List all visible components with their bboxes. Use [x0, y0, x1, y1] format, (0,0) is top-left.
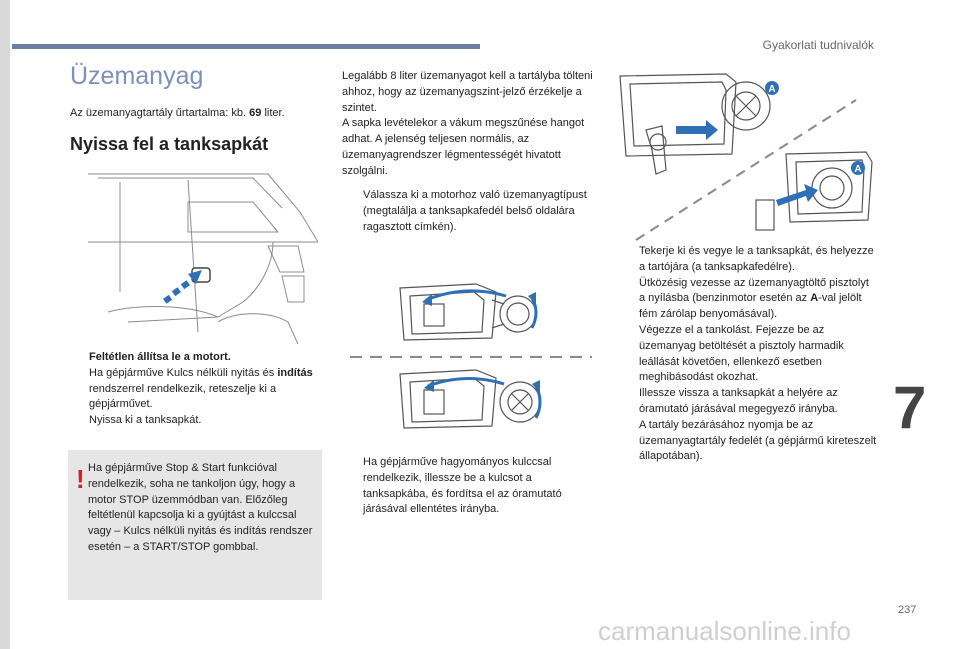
- header-bar: [12, 44, 480, 49]
- fuel-cap-open-illustration: [396, 278, 546, 344]
- page-edge-strip: [0, 0, 10, 649]
- label-a-top: A: [768, 84, 776, 95]
- subsection-title: Nyissa fel a tanksapkát: [70, 134, 269, 154]
- fuel-cap-key-illustration: [396, 364, 546, 434]
- list-item: Illessze vissza a tanksapkát a helyére az óramutató járásával megegyező irányba.: [639, 387, 838, 415]
- refuel-steps-list: [620, 244, 878, 465]
- exclamation-icon: !: [76, 464, 85, 494]
- chapter-title: Gyakorlati tudnivalók: [762, 38, 874, 52]
- dashed-divider: [350, 352, 592, 362]
- refuel-intro-text: Legalább 8 liter üzemanyagot kell a tartályba tölteni ahhoz, hogy az üzemanyagszint-jelző érzékelje a szintet. A sapka levételekor a vákum megszűnése hangot adhat. A jelenség teljesen normális, az üzemanyagrendszer légmentességét hivatott szolgálni.: [342, 70, 593, 177]
- label-a-bottom: A: [854, 164, 862, 175]
- list-item: Tekerje ki és vegye le a tanksapkát, és helyezze a tartójára (a tanksapkafedélre).: [639, 245, 874, 273]
- list-item: Nyissa ki a tanksapkát.: [89, 414, 202, 427]
- warning-box: [68, 450, 322, 600]
- page-title: Üzemanyag: [70, 62, 204, 90]
- fuel-type-step: [344, 188, 596, 235]
- page-number: 237: [898, 604, 917, 616]
- capacity-text: Az üzemanyagtartály űrtartalma: kb. 69 liter.: [70, 107, 285, 119]
- key-step: [344, 455, 596, 518]
- warning-text: Ha gépjárműve Stop & Start funkcióval rendelkezik, soha ne tankoljon úgy, hogy a motor STOP üzemmódban van. Előzőleg feltétlenül kapcsolja ki a gyújtást a kulccsal vagy – Kulcs nélküli nyitás és indítás rendszer esetén – a START/STOP gombbal.: [88, 462, 313, 553]
- chapter-number: 7: [893, 374, 927, 441]
- list-item: Ha gépjárműve hagyományos kulccsal rendelkezik, illessze be a kulcsot a tanksapkába, és fordítsa el az óramutató járásával ellentétes irányba.: [363, 456, 562, 516]
- list-item: Végezze el a tankolást. Fejezze be az üzemanyag betöltését a pisztoly harmadik leállását követően, ellenkező esetben meghibásodást okozhat.: [639, 323, 844, 384]
- fuel-nozzle-illustration: [606, 70, 880, 246]
- list-item: Ha gépjárműve Kulcs nélküli nyitás és indítás rendszerrel rendelkezik, reteszelje ki a gépjárművet.: [89, 366, 313, 411]
- list-item: Ütközésig vezesse az üzemanyagtöltő pisztolyt a nyílásba (benzinmotor esetén az A-val jelölt fém zárólap benyomásával).: [639, 276, 869, 321]
- list-item: Válassza ki a motorhoz való üzemanyagtípust (megtalálja a tanksapkafedél belső oldalára ragasztott címkén).: [363, 189, 587, 233]
- watermark: carmanualsonline.info: [598, 616, 851, 646]
- list-item: Feltétlen állítsa le a motort.: [89, 351, 231, 363]
- van-fuel-door-illustration: [68, 172, 322, 344]
- list-item: A tartály bezárásához nyomja be az üzemanyagtartály fedelét (a gépjármű kireteszelt állapotában).: [639, 418, 877, 463]
- opening-steps-list: [70, 350, 322, 429]
